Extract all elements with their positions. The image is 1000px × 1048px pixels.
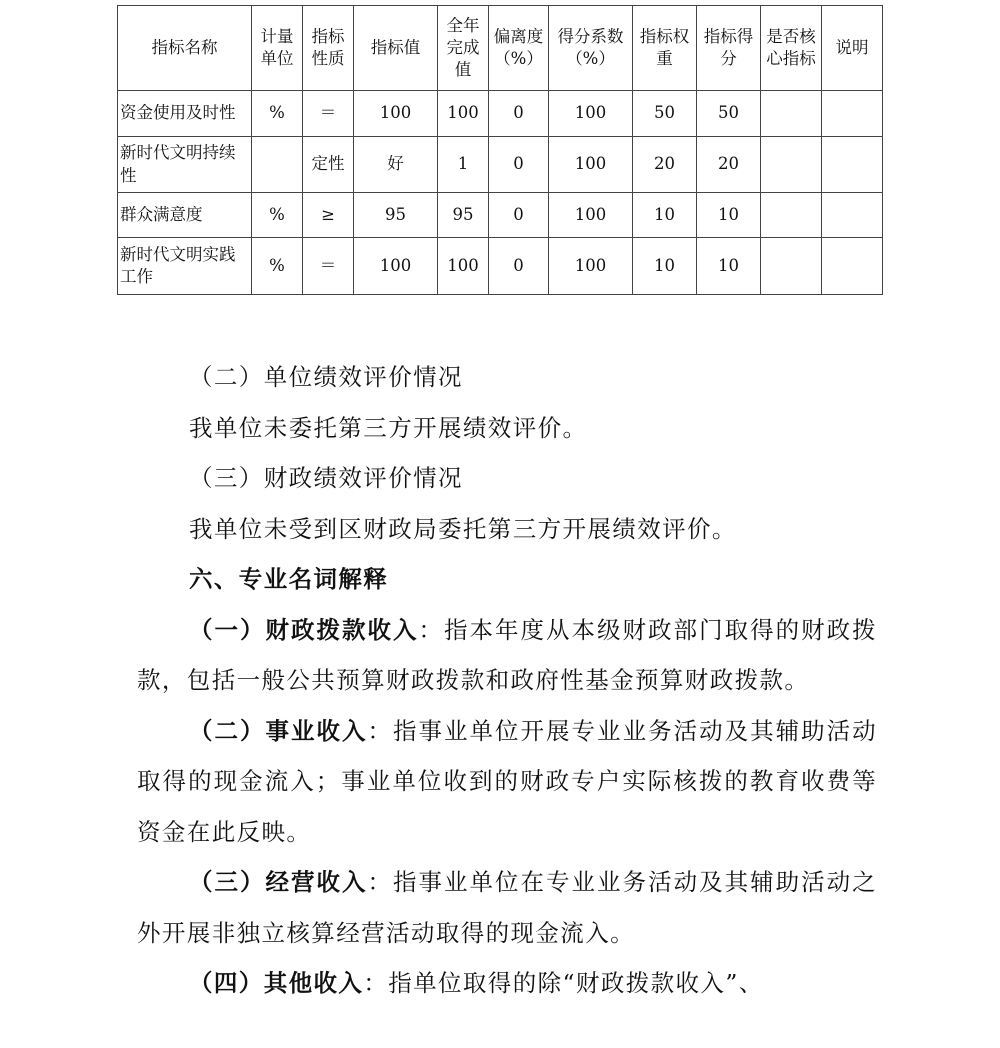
cell-deviation: 0: [489, 193, 549, 238]
header-deviation: 偏离度（%）: [489, 6, 549, 91]
cell-nature: ＝: [303, 91, 354, 137]
section-heading: （三）财政绩效评价情况: [189, 464, 463, 492]
term-definition: [137, 605, 877, 706]
cell-indicator-name: 群众满意度: [118, 193, 252, 238]
paragraph: 我单位未受到区财政局委托第三方开展绩效评价。: [189, 514, 737, 543]
cell-weight: 10: [633, 238, 697, 295]
term-name: （四）其他收入: [189, 969, 364, 997]
header-is-core: 是否核心指标: [761, 6, 822, 91]
term-definition: [137, 706, 877, 858]
cell-actual-value: 1: [438, 137, 489, 193]
paragraph: 我单位未委托第三方开展绩效评价。: [189, 413, 588, 442]
header-actual-value: 全年完成值: [438, 6, 489, 91]
cell-target-value: 好: [354, 137, 438, 193]
cell-score-coefficient: 100: [549, 238, 633, 295]
term-text: ：指事业单位开展专业业务活动及其辅助活动取得的现金流入；事业单位收到的财政专户实际核拨的教育收费等资金在此反映。: [137, 716, 877, 846]
cell-remarks: [822, 193, 883, 238]
table-row: [118, 137, 883, 193]
header-weight: 指标权重: [633, 6, 697, 91]
cell-indicator-name: 新时代文明持续性: [118, 137, 252, 193]
cell-remarks: [822, 238, 883, 295]
cell-unit: %: [252, 238, 303, 295]
table-header-row: [118, 6, 883, 91]
cell-unit: [252, 137, 303, 193]
cell-nature: ＝: [303, 238, 354, 295]
part-heading: 六、专业名词解释: [189, 565, 389, 593]
term-name: （三）经营收入: [189, 868, 368, 896]
table-row: [118, 238, 883, 295]
cell-unit: %: [252, 91, 303, 137]
cell-remarks: [822, 91, 883, 137]
cell-score: 10: [697, 193, 761, 238]
cell-actual-value: 100: [438, 91, 489, 137]
table-row: [118, 91, 883, 137]
term-name: （一）财政拨款收入: [189, 615, 419, 644]
term-name: （二）事业收入: [189, 716, 368, 745]
cell-deviation: 0: [489, 238, 549, 295]
cell-score: 10: [697, 238, 761, 295]
cell-remarks: [822, 137, 883, 193]
cell-actual-value: 100: [438, 238, 489, 295]
cell-is-core: [761, 91, 822, 137]
performance-indicator-table: [117, 5, 883, 295]
cell-target-value: 100: [354, 238, 438, 295]
cell-is-core: [761, 238, 822, 295]
term-text: ：指事业单位在专业业务活动及其辅助活动之外开展非独立核算经营活动取得的现金流入。: [137, 868, 877, 947]
cell-score-coefficient: 100: [549, 137, 633, 193]
cell-score-coefficient: 100: [549, 193, 633, 238]
header-target-value: 指标值: [354, 6, 438, 91]
term-text: ：指本年度从本级财政部门取得的财政拨款，包括一般公共预算财政拨款和政府性基金预算财政拨款。: [137, 615, 877, 694]
header-remarks: 说明: [822, 6, 883, 91]
cell-score: 50: [697, 91, 761, 137]
cell-deviation: 0: [489, 91, 549, 137]
cell-indicator-name: 新时代文明实践工作: [118, 238, 252, 295]
cell-deviation: 0: [489, 137, 549, 193]
cell-nature: 定性: [303, 137, 354, 193]
cell-target-value: 100: [354, 91, 438, 137]
table-row: [118, 193, 883, 238]
header-score-coefficient: 得分系数（%）: [549, 6, 633, 91]
cell-weight: 50: [633, 91, 697, 137]
cell-is-core: [761, 137, 822, 193]
header-indicator-name: 指标名称: [118, 6, 252, 91]
section-heading: （二）单位绩效评价情况: [189, 363, 463, 391]
cell-score: 20: [697, 137, 761, 193]
cell-actual-value: 95: [438, 193, 489, 238]
header-unit: 计量单位: [252, 6, 303, 91]
cell-target-value: 95: [354, 193, 438, 238]
document-body: [137, 352, 877, 1009]
cell-weight: 10: [633, 193, 697, 238]
cell-unit: %: [252, 193, 303, 238]
cell-indicator-name: 资金使用及时性: [118, 91, 252, 137]
term-definition: [137, 958, 877, 1009]
header-score: 指标得分: [697, 6, 761, 91]
cell-weight: 20: [633, 137, 697, 193]
header-nature: 指标性质: [303, 6, 354, 91]
term-definition: [137, 857, 877, 958]
term-text: ：指单位取得的除“财政拨款收入”、: [363, 969, 764, 997]
cell-nature: ≥: [303, 193, 354, 238]
cell-score-coefficient: 100: [549, 91, 633, 137]
cell-is-core: [761, 193, 822, 238]
